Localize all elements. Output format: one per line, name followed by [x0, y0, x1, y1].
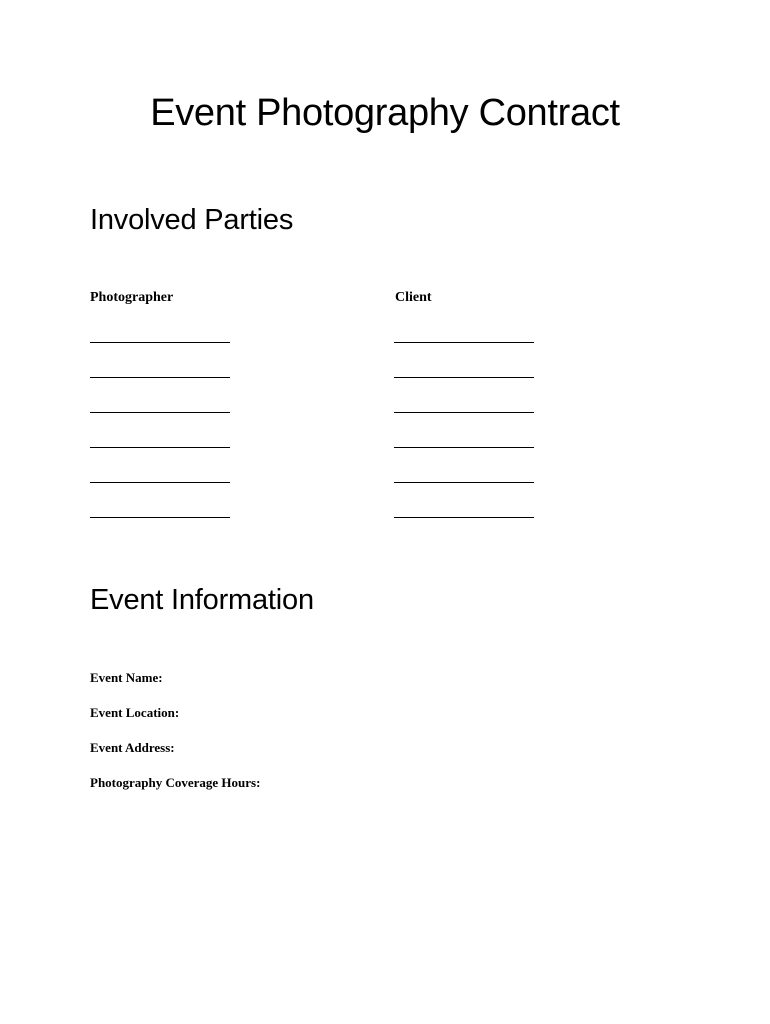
- client-blank-line[interactable]: [394, 482, 534, 483]
- client-blank-line[interactable]: [394, 517, 534, 518]
- client-blank-line[interactable]: [394, 342, 534, 343]
- photographer-blank-line[interactable]: [90, 377, 230, 378]
- photographer-blank-line[interactable]: [90, 447, 230, 448]
- event-information-heading: Event Information: [90, 584, 314, 616]
- client-blank-line[interactable]: [394, 412, 534, 413]
- photographer-blank-line[interactable]: [90, 482, 230, 483]
- client-blank-line[interactable]: [394, 447, 534, 448]
- client-label: Client: [395, 290, 432, 305]
- event-name-label: Event Name:: [90, 670, 163, 685]
- photographer-blank-line[interactable]: [90, 342, 230, 343]
- photographer-blank-line[interactable]: [90, 517, 230, 518]
- client-blank-line[interactable]: [394, 377, 534, 378]
- photography-coverage-hours-label: Photography Coverage Hours:: [90, 775, 261, 790]
- photographer-label: Photographer: [90, 290, 174, 305]
- document-title: Event Photography Contract: [150, 92, 620, 134]
- involved-parties-heading: Involved Parties: [90, 204, 294, 236]
- event-address-label: Event Address:: [90, 740, 175, 755]
- event-location-label: Event Location:: [90, 705, 180, 720]
- photographer-blank-line[interactable]: [90, 412, 230, 413]
